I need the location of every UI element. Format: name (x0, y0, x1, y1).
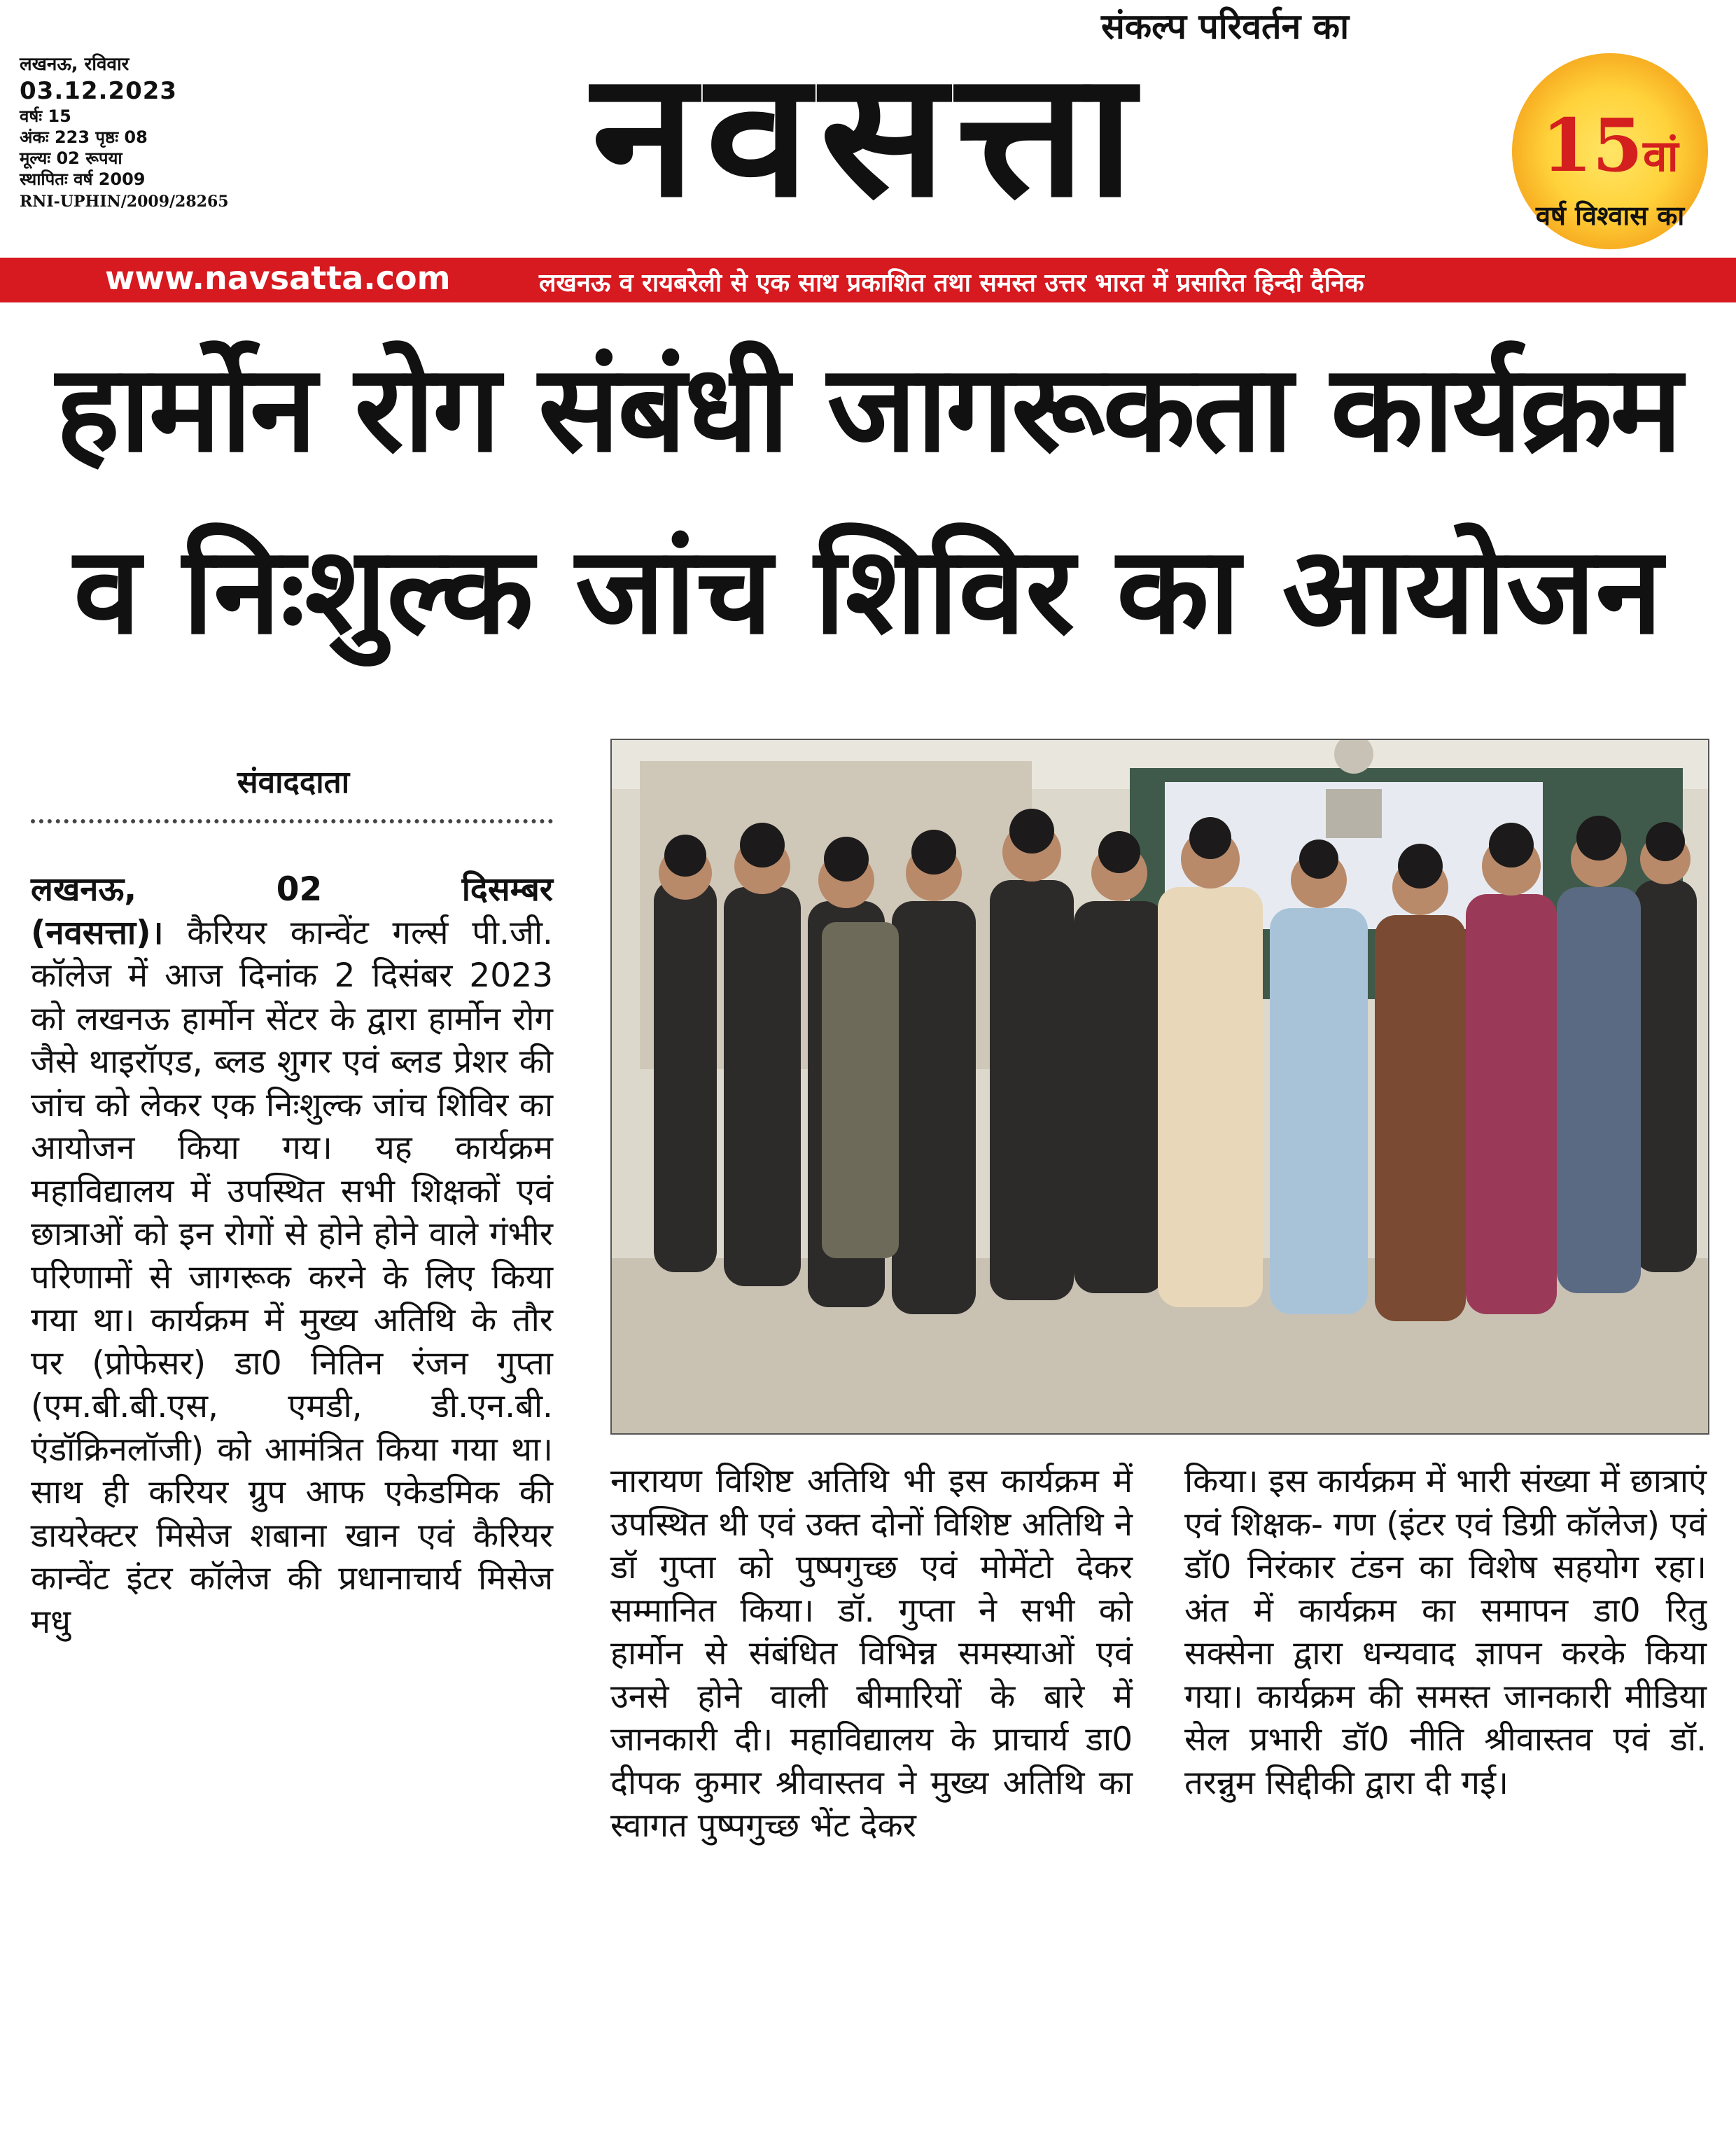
masthead-tagline: संकल्प परिवर्तन का (1100, 6, 1350, 47)
column-1-text: कैरियर कान्वेंट गर्ल्स पी.जी. कॉलेज में आज दिनांक 2 दिसंबर 2023 को लखनऊ हार्मोन सेंटर के द्वारा हार्मोन रोग जैसे थाइरॉएड, ब्लड शुगर एवं ब्लड प्रेशर की जांच को लेकर एक निःशुल्क जांच शिविर का आयोजन किया गय। यह कार्यक्रम महाविद्यालय में उपस्थित सभी शिक्षकों एवं छात्राओं को इन रोगों से होने होने वाले गंभीर परिणामों से जागरूक करने के लिए किया गया था। कार्यक्रम में मुख्य अतिथि के तौर पर (प्रोफेसर) डा0 नितिन रंजन गुप्ता (एम.बी.बी.एस, एमडी, डी.एन.बी. एंडॉक्रिनलॉजी) को आमंत्रित किया गया था। साथ ही करियर ग्रुप आफ एकेडमिक की डायरेक्टर मिसेज शबाना खान एवं कैरियर कान्वेंट इंटर कॉलेज की प्रधानाचार्य मिसेज मधु (31, 913, 553, 1641)
badge-caption: वर्ष विश्वास का (1535, 200, 1685, 231)
headline-line-1: हार्मोन रोग संबंधी जागरूकता कार्यक्रम (55, 338, 1681, 479)
lead-place: लखनऊ, 02 दिसम्बर (31, 870, 553, 909)
event-group-photo (610, 739, 1709, 1435)
volume-year: वर्षः 15 (20, 106, 71, 126)
column-2-text: नारायण विशिष्ट अतिथि भी इस कार्यक्रम में उपस्थित थी एवं उक्त दोनों विशिष्ट अतिथि ने डॉ गुप्ता को पुष्पगुच्छ एवं मोमेंटो देकर सम्मानित किया। डॉ. गुप्ता ने सभी को हार्मोन से संबंधित विभिन्न समस्याओं एवं उनसे होने वाली बीमारियों के बारे में जानकारी दी। महाविद्यालय के प्राचार्य डा0 दीपक कुमार श्रीवास्तव ने मुख्य अतिथि का स्वागत पुष्पगुच्छ भेंट देकर (610, 1462, 1133, 1845)
group-photo-illustration (612, 740, 1708, 1433)
article-column-1 (31, 868, 553, 1643)
price: मूल्यः 02 रूपया (20, 148, 122, 168)
headline-line-2: व निःशुल्क जांच शिविर का आयोजन (74, 520, 1662, 661)
article-column-3 (1184, 1460, 1707, 1804)
lead-source: (नवसत्ता)। (31, 913, 164, 952)
issue-date: 03.12.2023 (20, 76, 178, 105)
dateline: लखनऊ, रविवार (20, 54, 130, 75)
badge-suffix: वां (1643, 130, 1679, 181)
edition-info (20, 53, 251, 212)
newspaper-title: नवसत्ता (592, 34, 1144, 236)
badge-number: 15 (1541, 102, 1644, 188)
anniversary-badge (1505, 53, 1715, 256)
column-3-text: किया। इस कार्यक्रम में भारी संख्या में छात्राएं एवं शिक्षक- गण (इंटर एवं डिग्री कॉलेज) एवं डॉ0 निरंकार टंडन का विशेष सहयोग रहा। अंत में कार्यक्रम का समापन डा0 रितु सक्सेना द्वारा धन्यवाद ज्ञापन करके किया गया। कार्यक्रम की समस्त जानकारी मीडिया सेल प्रभारी डॉ0 नीति श्रीवास्तव एवं डॉ. तरन्नुम सिद्दीकी द्वारा दी गई। (1184, 1462, 1707, 1802)
website-link[interactable]: www.navsatta.com (105, 259, 451, 297)
issue-pages: अंकः 223 पृष्ठः 08 (20, 127, 148, 147)
article-column-2 (610, 1460, 1133, 1848)
publication-description: लखनऊ व रायबरेली से एक साथ प्रकाशित तथा समस्त उत्तर भारत में प्रसारित हिन्दी दैनिक (539, 269, 1364, 298)
rni-number: RNI-UPHIN/2009/28265 (20, 193, 229, 211)
masthead-strip (0, 258, 1736, 302)
byline: संवाददाता (237, 765, 350, 800)
lead-dateline (31, 868, 553, 912)
established: स्थापितः वर्ष 2009 (20, 169, 146, 189)
dotted-divider (31, 819, 553, 823)
